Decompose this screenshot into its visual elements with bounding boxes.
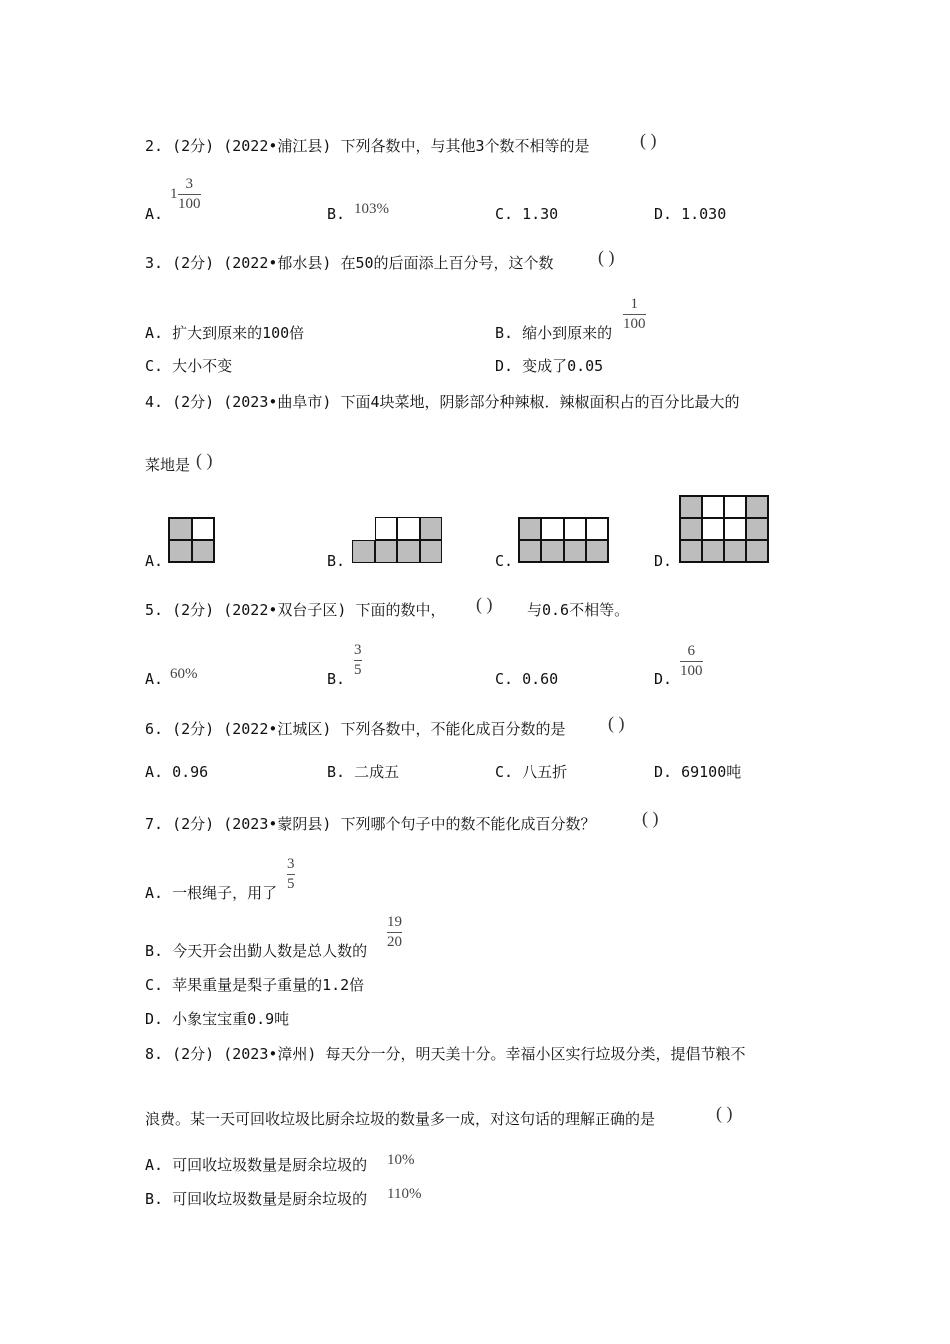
q7-option-a-denominator: 5	[287, 876, 295, 892]
q3-option-b-denominator: 100	[623, 316, 646, 332]
q6-option-d: D. 69100吨	[654, 763, 742, 781]
q6-stem: 6. (2分) (2022•江城区) 下列各数中，不能化成百分数的是	[145, 720, 566, 738]
q5-stem-tail: 与0.6不相等。	[527, 601, 630, 619]
q7-option-a-numerator: 3	[287, 856, 295, 872]
q2-answer-paren: ( )	[640, 130, 657, 150]
q7-option-b-numerator: 19	[387, 914, 402, 930]
q4-option-d-label: D.	[654, 552, 673, 570]
q5-option-d-label: D.	[654, 670, 673, 688]
q7-option-b: B. 今天开会出勤人数是总人数的	[145, 942, 368, 960]
q5-option-b-fraction	[354, 642, 362, 679]
q4-option-b-plot	[352, 517, 442, 563]
q5-answer-paren: ( )	[476, 594, 493, 614]
q2-stem: 2. (2分) (2022•浦江县) 下列各数中，与其他3个数不相等的是	[145, 137, 590, 155]
q8-option-b-value: 110%	[387, 1186, 422, 1202]
q8-stem-continued: 浪费。某一天可回收垃圾比厨余垃圾的数量多一成，对这句话的理解正确的是	[145, 1110, 656, 1128]
q5-option-b-numerator: 3	[354, 642, 362, 658]
q5-option-a-value: 60%	[170, 666, 198, 682]
q7-option-d: D. 小象宝宝重0.9吨	[145, 1010, 290, 1028]
q8-option-b: B. 可回收垃圾数量是厨余垃圾的	[145, 1190, 368, 1208]
q5-option-d-denominator: 100	[680, 663, 703, 679]
q2-option-c: C. 1.30	[495, 205, 559, 223]
q5-option-d-fraction	[680, 643, 703, 680]
q8-stem: 8. (2分) (2023•漳州) 每天分一分，明天美十分。幸福小区实行垃圾分类，提倡节粮不	[145, 1045, 746, 1063]
q3-option-b: B. 缩小到原来的	[495, 324, 613, 342]
q3-answer-paren: ( )	[598, 247, 615, 267]
q4-option-d-plot	[679, 495, 769, 563]
q5-option-c: C. 0.60	[495, 670, 559, 688]
q7-answer-paren: ( )	[642, 808, 659, 828]
q4-stem: 4. (2分) (2023•曲阜市) 下面4块菜地，阴影部分种辣椒．辣椒面积占的百分比最大的	[145, 393, 740, 411]
q3-stem: 3. (2分) (2022•郁水县) 在50的后面添上百分号，这个数	[145, 254, 554, 272]
q2-option-a-numerator: 3	[185, 176, 193, 192]
q8-answer-paren: ( )	[716, 1103, 733, 1123]
q4-answer-paren: ( )	[196, 450, 213, 470]
q3-option-b-numerator: 1	[630, 296, 638, 312]
q6-option-a: A. 0.96	[145, 763, 209, 781]
q2-option-a-label: A.	[145, 205, 164, 223]
q7-option-c: C. 苹果重量是梨子重量的1.2倍	[145, 976, 365, 994]
q7-option-a: A. 一根绳子，用了	[145, 884, 278, 902]
q5-stem: 5. (2分) (2022•双台子区) 下面的数中，	[145, 601, 446, 619]
q2-option-a-fraction	[178, 176, 201, 213]
q4-option-a-label: A.	[145, 552, 164, 570]
q3-option-b-fraction	[623, 296, 646, 333]
q2-option-b-value: 103%	[354, 201, 389, 217]
q7-stem: 7. (2分) (2023•蒙阴县) 下列哪个句子中的数不能化成百分数？	[145, 815, 596, 833]
q2-option-a-whole: 1	[170, 186, 178, 202]
q2-option-d: D. 1.030	[654, 205, 727, 223]
q5-option-b-label: B.	[327, 670, 346, 688]
q4-stem-continued: 菜地是	[145, 456, 191, 474]
q3-option-c: C. 大小不变	[145, 357, 233, 375]
q5-option-b-denominator: 5	[354, 662, 362, 678]
q2-option-b-label: B.	[327, 205, 346, 223]
q7-option-a-fraction	[287, 856, 295, 893]
q5-option-d-numerator: 6	[687, 643, 695, 659]
q7-option-b-fraction	[387, 914, 402, 951]
q4-option-c-label: C.	[495, 552, 514, 570]
q2-option-a-denominator: 100	[178, 196, 201, 212]
q5-option-a-label: A.	[145, 670, 164, 688]
q3-option-a: A. 扩大到原来的100倍	[145, 324, 305, 342]
q4-option-c-plot	[518, 517, 609, 563]
q8-option-a: A. 可回收垃圾数量是厨余垃圾的	[145, 1156, 368, 1174]
q8-option-a-value: 10%	[387, 1152, 415, 1168]
q6-option-c: C. 八五折	[495, 763, 568, 781]
q6-option-b: B. 二成五	[327, 763, 400, 781]
q7-option-b-denominator: 20	[387, 934, 402, 950]
q3-option-d: D. 变成了0.05	[495, 357, 604, 375]
q4-option-a-plot	[168, 517, 215, 563]
q6-answer-paren: ( )	[608, 713, 625, 733]
q4-option-b-label: B.	[327, 552, 346, 570]
